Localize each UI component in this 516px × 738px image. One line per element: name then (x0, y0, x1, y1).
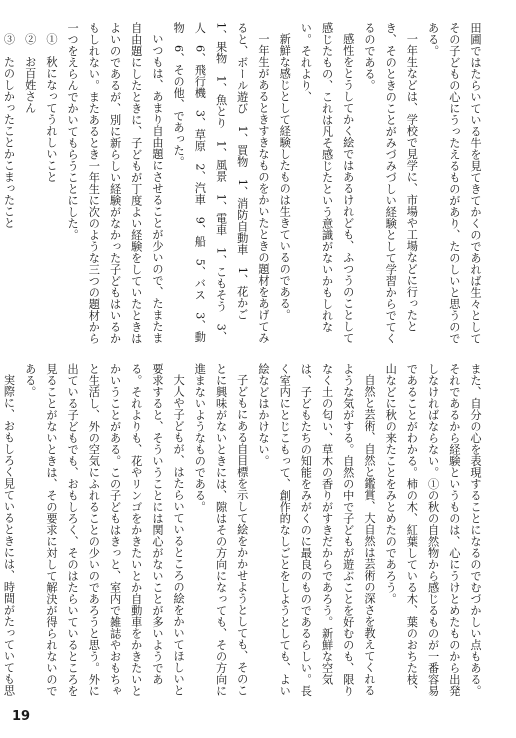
paragraph: 新鮮な感じとして経験したものは生きているのである。 (278, 33, 292, 321)
paragraph: 子どもにある自目標を示して絵をかかせようとしても、そのことに興味がないときには、隙はその方向になっても、その方向に進まないようなものである。 (193, 363, 249, 697)
page-number: 19 (12, 709, 31, 724)
paragraph: 一年生があるときすきなものをかいたときの題材をあげてみると、ボール遊び 1、買物 1、消防自動車 1、花かご 1、果物 1、魚とり 1、風景 1、電車 1、こもそう 3、人 6、飛行機 3、草原 2、汽車 9、船 5、バス 3、動物 6、その他、であった。 (172, 22, 270, 344)
lower-text-block (2, 363, 486, 703)
paragraph: 大人や子どもが、はたらいているところの絵をかいてほしいと要求すると、そういうことには関心がないことが多いようである。それよりも、花やリンゴをかきたいとか自動車をかきたいとかいうことがある。この子どもはきっと、室内で雑誌やおもちゃと生活し、外の空気にふれることの少いのであろうと思う。外に出ている子どもでも、おもしろく、そのはたらいているところを見ることがないときは、その要求に対して解決が得られないのである。 (23, 363, 186, 697)
paragraph: ③ たのしかったことかこまったこと (2, 33, 16, 229)
paragraph: ① 秋になってうれしいこと (44, 33, 58, 183)
paragraph: 感性をとうしてかく絵ではあるけれども、ふつうのことして感じたもの、これは凡そ感じたという意識がないかもしれない。それより、 (299, 22, 355, 344)
paragraph: いつもは、あまり自由題にさせることが少いので、たまたま自由題にしたときに、子どもが丁度よい経験をしていたときはよいのであるが、別に新らしい経験がなかった子どもはいるかもしれない。またあるとき一年生に次のような三つの題材から一つをえらんでかいてもらうことにした。 (66, 22, 164, 344)
upper-text-block (2, 22, 486, 346)
paragraph: 田圃ではたらいている牛を見てきてかくのであれば生々としてその子どもの心にうったえるものがあり、たのしいと思うのである。 (426, 22, 482, 344)
paragraph: ② お百姓さん (23, 33, 37, 114)
paragraph: また、自分の心を表現することになるのでむづかしい点もある。それであるから経験というものは、心にうけとめたものから出発しなければならない。①の秋の自然物から感じるものが一番容易であることがわかる。柿の木、紅葉している木、葉のおちた枝、山などに秋の来たことをみとめたのであろう。 (384, 363, 482, 697)
paragraph: 実際に、おもしろく見ているときには、時間がたっていても思 (2, 374, 16, 697)
paragraph: 自然と芸術、自然と鑑賞、大自然は芸術の深さを教えてくれるような気がする。自然の中で子どもが遊ぶことを好むのも、限りなく土の匂い、草木の香りがすきだからであろう。新鮮な空気は、子どもたちの知能をみがくのに最良のものであるらしい。長く室内にとじこもって、創作的なしごとをしようとしても、よい絵などはかけない。 (256, 363, 376, 697)
paragraph: 一年生などは、学校で見学に、市場や工場などに行ったとき、そのときのことがみづみづしい経験として学習からでてくるのである。 (362, 22, 419, 344)
